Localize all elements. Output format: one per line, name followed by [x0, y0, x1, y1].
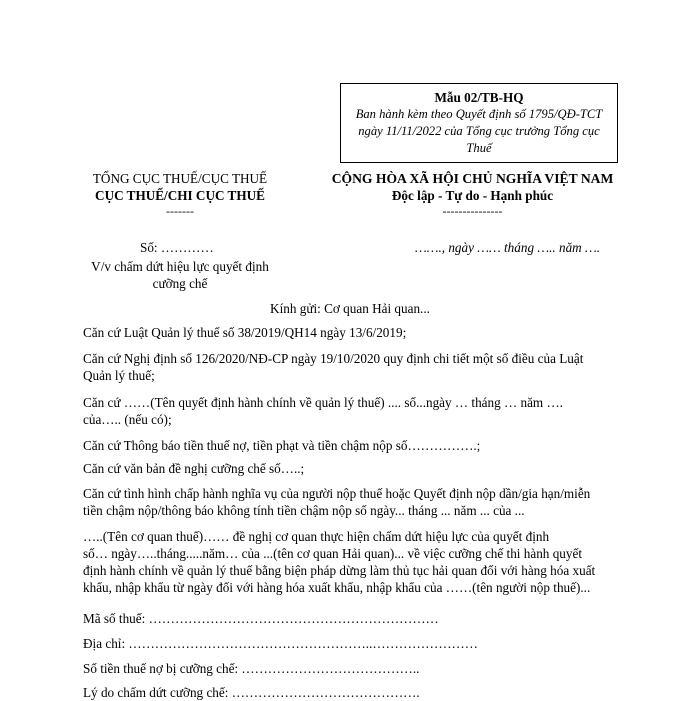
body-paragraph — [83, 485, 623, 519]
termination-reason-field: Lý do chấm dứt cưỡng chế: ……………………………………. — [83, 685, 420, 700]
paragraph-line: tiền chậm nộp/thông báo không tính tiền chậm nộp số ngày... tháng ... năm ... của ... — [83, 503, 525, 518]
paragraph-line: …..(Tên cơ quan thuế)…… đề nghị cơ quan thực hiện chấm dứt hiệu lực của quyết định — [83, 529, 550, 544]
body-paragraph — [83, 460, 623, 477]
body-paragraph — [83, 437, 623, 454]
nation-motto: Độc lập - Tự do - Hạnh phúc — [391, 188, 554, 203]
nation-divider: --------------- — [442, 204, 503, 218]
nation-name: CỘNG HÒA XÃ HỘI CHỦ NGHĨA VIỆT NAM — [331, 171, 614, 186]
document-number: Số: ………… — [140, 240, 214, 255]
paragraph-line: Căn cứ Luật Quản lý thuế số 38/2019/QH14 ngày 13/6/2019; — [83, 325, 407, 340]
tax-code-field: Mã số thuế: ………………………………………………………… — [83, 611, 439, 626]
document-subject — [70, 258, 290, 292]
form-code: Mẫu 02/TB-HQ — [434, 90, 524, 105]
form-note-line1: Ban hành kèm theo Quyết định số 1795/QĐ-TCT — [355, 107, 603, 121]
agency-line2: CỤC THUẾ/CHI CỤC THUẾ — [95, 188, 265, 203]
paragraph-line: Căn cứ Nghị định số 126/2020/NĐ-CP ngày 19/10/2020 quy định chi tiết một số điều của Luật — [83, 351, 584, 366]
paragraph-line: của….. (nếu có); — [83, 412, 172, 427]
form-note-line2: ngày 11/11/2022 của Tổng cục trưởng Tổng cục — [358, 124, 600, 138]
national-header — [325, 170, 620, 218]
form-note-line3: Thuế — [466, 141, 492, 155]
body-paragraph — [83, 324, 623, 341]
issuing-agency — [70, 170, 290, 218]
form-code-box — [340, 83, 618, 163]
subject-line2: cưỡng chế — [152, 276, 208, 291]
paragraph-line: Căn cứ ……(Tên quyết định hành chính về quản lý thuế) .... số...ngày … tháng … năm …. — [83, 395, 563, 410]
subject-line1: V/v chấm dứt hiệu lực quyết định — [91, 259, 269, 274]
paragraph-line: số… ngày…..tháng.....năm… của ...(tên cơ quan Hải quan)... về việc cưỡng chế thi hành quyết — [83, 546, 583, 561]
document-date: ……., ngày …… tháng ….. năm …. — [415, 240, 601, 255]
body-paragraph — [83, 350, 623, 384]
body-paragraph — [83, 528, 623, 596]
agency-line1: TỔNG CỤC THUẾ/CỤC THUẾ — [92, 171, 268, 186]
agency-divider: ------- — [166, 204, 194, 218]
paragraph-line: định hành chính về quản lý thuế bằng biện pháp dừng làm thủ tục hải quan đối với hàng hóa xuất — [83, 563, 596, 578]
address-field: Địa chỉ: ………………………………………………..…………………… — [83, 636, 478, 651]
body-paragraph — [83, 394, 623, 428]
paragraph-line: Quản lý thuế; — [83, 368, 155, 383]
paragraph-line: Căn cứ tình hình chấp hành nghĩa vụ của người nộp thuế hoặc Quyết định nộp dần/gia hạn/miễn — [83, 486, 591, 501]
paragraph-line: Căn cứ Thông báo tiền thuế nợ, tiền phạt và tiền chậm nộp số…………….; — [83, 438, 481, 453]
tax-debt-amount-field: Số tiền thuế nợ bị cưỡng chế: ………………………………….. — [83, 661, 420, 676]
recipient-line: Kính gửi: Cơ quan Hải quan... — [270, 301, 430, 316]
paragraph-line: Căn cứ văn bản đề nghị cưỡng chế số…..; — [83, 461, 305, 476]
paragraph-line: khẩu, nhập khẩu từ ngày đối với hàng hóa xuất khẩu, nhập khẩu của ……(tên người nộp thuế)... — [83, 580, 591, 595]
